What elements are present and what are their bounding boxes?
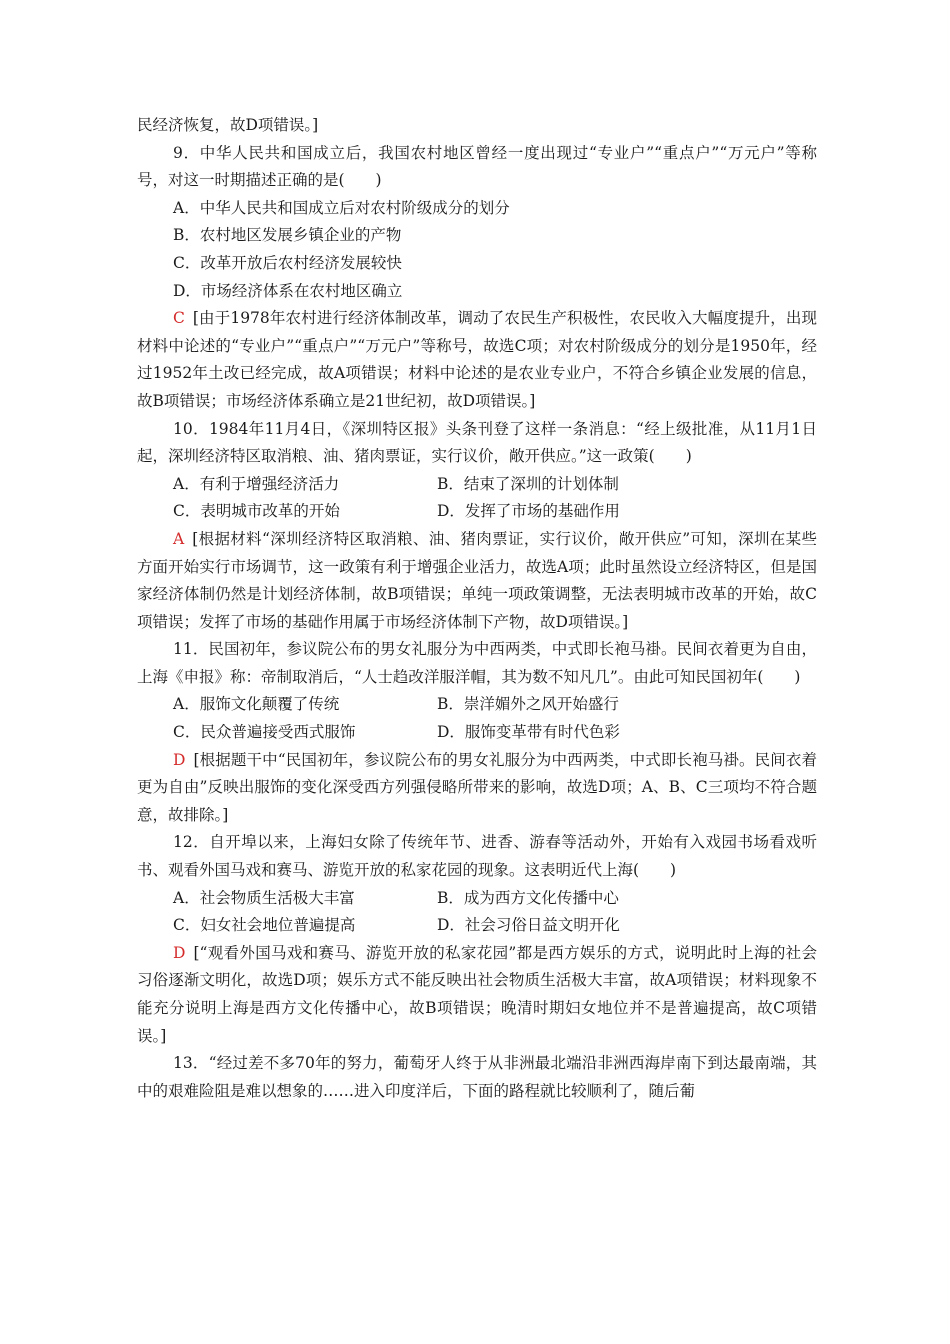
- question-stem: 9．中华人民共和国成立后，我国农村地区曾经一度出现过“专业户”“重点户”“万元户”等称号，对这一时期描述正确的是( ): [137, 143, 817, 190]
- option-a: A．社会物质生活极大丰富: [173, 888, 355, 907]
- question-11: [137, 636, 817, 829]
- question-9: [137, 140, 817, 416]
- explanation-text: [根据材料“深圳经济特区取消粮、油、猪肉票证，实行议价，敞开供应”可知，深圳在某些方面开始实行市场调节，这一政策有利于增强企业活力，故选A项；此时虽然设立经济特区，但是国家经济体制仍然是计划经济体制，故B项错误；单纯一项政策调整，无法表明城市改革的开始，故C项错误；发挥了市场的基础作用属于市场经济体制下产物，故D项错误。]: [137, 529, 817, 631]
- option-b: B．结束了深圳的计划体制: [437, 474, 619, 493]
- answer-letter: D: [173, 750, 186, 769]
- question-13: [137, 1050, 817, 1105]
- question-stem: 12．自开埠以来，上海妇女除了传统年节、进香、游春等活动外，开始有入戏园书场看戏听书、观看外国马戏和赛马、游览开放的私家花园的现象。这表明近代上海( ): [137, 833, 817, 880]
- option-b: B．成为西方文化传播中心: [437, 888, 619, 907]
- question-12: [137, 829, 817, 1050]
- option-a: A．有利于增强经济活力: [173, 474, 340, 493]
- answer-explanation: [137, 940, 817, 1050]
- question-stem: 10．1984年11月4日，《深圳特区报》头条刊登了这样一条消息：“经上级批准，从11月1日起，深圳经济特区取消粮、油、猪肉票证，实行议价，敞开供应。”这一政策( ): [137, 419, 817, 466]
- option-d: D．服饰变革带有时代色彩: [437, 723, 620, 742]
- option-a: A．服饰文化颠覆了传统: [173, 695, 340, 714]
- option-row: [137, 719, 817, 747]
- option-d: D．社会习俗日益文明开化: [437, 916, 620, 935]
- continuation-text: 民经济恢复，故D项错误。]: [137, 116, 319, 134]
- answer-letter: A: [173, 529, 185, 548]
- option-a: A．中华人民共和国成立后对农村阶级成分的划分: [173, 198, 510, 217]
- explanation-text: [根据题干中“民国初年，参议院公布的男女礼服分为中西两类，中式即长袍马褂。民间衣着更为自由”反映出服饰的变化深受西方列强侵略所带来的影响，故选D项；A、B、C三项均不符合题意，故排除。]: [137, 750, 817, 824]
- option-row: [137, 471, 817, 499]
- answer-letter: D: [173, 943, 186, 962]
- option-c: C．民众普遍接受西式服饰: [173, 723, 356, 742]
- answer-explanation: [137, 305, 817, 415]
- option-b: B．崇洋媚外之风开始盛行: [437, 695, 619, 714]
- option-c: C．妇女社会地位普遍提高: [173, 916, 356, 935]
- option-row: [137, 691, 817, 719]
- explanation-text: [“观看外国马戏和赛马、游览开放的私家花园”都是西方娱乐的方式，说明此时上海的社会习俗逐渐文明化，故选D项；娱乐方式不能反映出社会物质生活极大丰富，故A项错误；材料现象不能充分说明上海是西方文化传播中心，故B项错误；晚清时期妇女地位并不是普遍提高，故C项错误。]: [137, 943, 817, 1045]
- option-d: D．发挥了市场的基础作用: [437, 502, 620, 521]
- option-d: D．市场经济体系在农村地区确立: [173, 281, 403, 300]
- answer-letter: C: [173, 309, 185, 328]
- question-stem: 13．“经过差不多70年的努力，葡萄牙人终于从非洲最北端沿非洲西海岸南下到达最南端，其中的艰难险阻是难以想象的……进入印度洋后，下面的路程就比较顺利了，随后葡: [137, 1054, 817, 1100]
- answer-explanation: [137, 526, 817, 636]
- question-stem: 11．民国初年，参议院公布的男女礼服分为中西两类，中式即长袍马褂。民间衣着更为自由，上海《申报》称：帝制取消后，“人士趋改洋服洋帽，其为数不知凡几”。由此可知民国初年( ): [137, 640, 817, 686]
- answer-explanation: [137, 747, 817, 830]
- option-c: C．改革开放后农村经济发展较快: [173, 253, 402, 272]
- document-page: [137, 112, 817, 1105]
- question-10: [137, 416, 817, 637]
- option-row: [137, 498, 817, 526]
- option-b: B．农村地区发展乡镇企业的产物: [173, 226, 402, 245]
- explanation-text: [由于1978年农村进行经济体制改革，调动了农民生产积极性，农民收入大幅度提升，出现材料中论述的“专业户”“重点户”“万元户”等称号，故选C项；对农村阶级成分的划分是1950年，经过1952年土改已经完成，故A项错误；材料中论述的是农业专业户，不符合乡镇企业发展的信息，故B项错误；市场经济体系确立是21世纪初，故D项错误。]: [137, 309, 817, 410]
- option-row: [137, 885, 817, 913]
- option-c: C．表明城市改革的开始: [173, 502, 340, 521]
- option-row: [137, 912, 817, 940]
